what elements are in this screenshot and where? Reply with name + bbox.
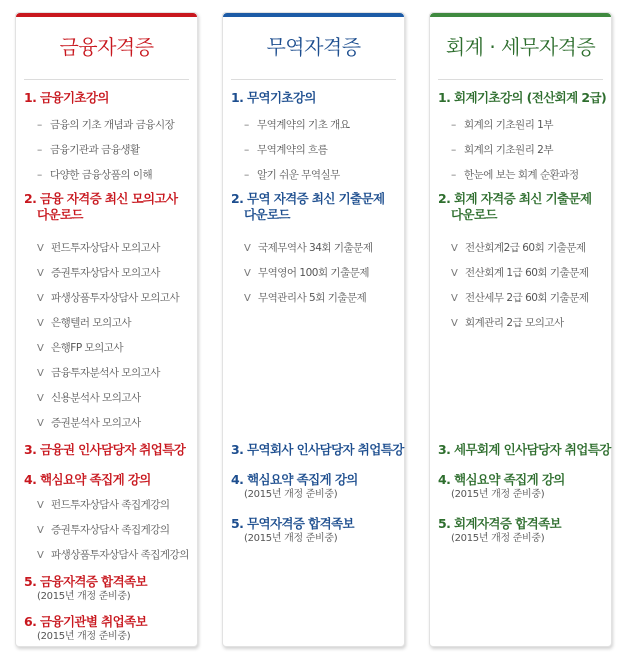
card-top-bar xyxy=(430,13,611,17)
finance-card xyxy=(15,12,198,647)
section-pass-guide[interactable]: 5. 무역자격증 합격족보 (2015년 개정 준비중) xyxy=(231,516,409,545)
list-item[interactable]: – 다양한 금융상품의 이해 xyxy=(37,169,153,181)
dash-icon: – xyxy=(451,144,456,156)
list-item[interactable]: V 파생상품투자상담사 모의고사 xyxy=(37,292,180,304)
check-icon: V xyxy=(37,343,44,354)
note-text: (2015년 개정 준비중) xyxy=(244,533,338,544)
check-icon: V xyxy=(37,268,44,279)
check-icon: V xyxy=(37,393,44,404)
check-icon: V xyxy=(451,243,458,254)
list-item[interactable]: V 회계관리 2급 모의고사 xyxy=(451,317,564,329)
card-title: 금융자격증 xyxy=(59,35,154,59)
list-item[interactable]: – 회계의 기초원리 1부 xyxy=(451,119,553,131)
list-item[interactable]: V 전산회계2급 60회 기출문제 xyxy=(451,242,586,254)
section-past-exam-download[interactable]: 2. 회계 자격증 최신 기출문제 다운로드 xyxy=(438,191,592,222)
check-icon: V xyxy=(37,293,44,304)
section-hr-lecture[interactable]: 3. 세무회계 인사담당자 취업특강 xyxy=(438,442,611,457)
check-icon: V xyxy=(37,318,44,329)
list-item[interactable]: V 무역관리사 5회 기출문제 xyxy=(244,292,367,304)
dash-icon: – xyxy=(451,119,456,131)
check-icon: V xyxy=(451,268,458,279)
dash-icon: – xyxy=(37,119,42,131)
dash-icon: – xyxy=(244,144,249,156)
list-item[interactable]: V 증권투자상담사 족집게강의 xyxy=(37,524,170,536)
list-item[interactable]: V 금융투자분석사 모의고사 xyxy=(37,367,160,379)
list-item[interactable]: V 신용분석사 모의고사 xyxy=(37,392,141,404)
list-item[interactable]: V 전산세무 2급 60회 기출문제 xyxy=(451,292,589,304)
check-icon: V xyxy=(37,243,44,254)
list-item[interactable]: – 금융기관과 금융생활 xyxy=(37,144,140,156)
section-summary-lecture[interactable]: 4. 핵심요약 족집게 강의 (2015년 개정 준비중) xyxy=(231,472,409,501)
list-item[interactable]: V 전산회계 1급 60회 기출문제 xyxy=(451,267,589,279)
section-mock-exam-download[interactable]: 2. 금융 자격증 최신 모의고사 다운로드 xyxy=(24,191,178,222)
note-text: (2015년 개정 준비중) xyxy=(244,489,338,500)
accounting-card xyxy=(429,12,612,647)
note-text: (2015년 개정 준비중) xyxy=(451,533,545,544)
card-top-bar xyxy=(223,13,404,17)
check-icon: V xyxy=(37,550,44,561)
check-icon: V xyxy=(37,525,44,536)
section-basic-lecture[interactable]: 1. 금융기초강의 xyxy=(24,90,109,105)
card-title: 회계 · 세무자격증 xyxy=(445,35,596,59)
check-icon: V xyxy=(451,293,458,304)
divider xyxy=(231,79,396,80)
list-item[interactable]: – 무역계약의 기초 개요 xyxy=(244,119,350,131)
list-item[interactable]: – 한눈에 보는 회계 순환과정 xyxy=(451,169,579,181)
list-item[interactable]: V 무역영어 100회 기출문제 xyxy=(244,267,370,279)
note-text: (2015년 개정 준비중) xyxy=(451,489,545,500)
dash-icon: – xyxy=(244,169,249,181)
list-item[interactable]: V 증권투자상담사 모의고사 xyxy=(37,267,160,279)
divider xyxy=(24,79,189,80)
list-item[interactable]: – 금융의 기초 개념과 금융시장 xyxy=(37,119,175,131)
list-item[interactable]: – 회계의 기초원리 2부 xyxy=(451,144,553,156)
note-text: (2015년 개정 준비중) xyxy=(37,591,131,602)
check-icon: V xyxy=(244,243,251,254)
list-item[interactable]: V 파생상품투자상담사 족집게강의 xyxy=(37,549,189,561)
dash-icon: – xyxy=(244,119,249,131)
check-icon: V xyxy=(37,500,44,511)
section-hr-lecture[interactable]: 3. 무역회사 인사담당자 취업특강 xyxy=(231,442,404,457)
trade-card xyxy=(222,12,405,647)
section-basic-lecture[interactable]: 1. 회계기초강의 (전산회계 2급) xyxy=(438,90,607,105)
divider xyxy=(438,79,603,80)
list-item[interactable]: V 펀드투자상담사 모의고사 xyxy=(37,242,160,254)
list-item[interactable]: V 펀드투자상담사 족집게강의 xyxy=(37,499,170,511)
check-icon: V xyxy=(244,268,251,279)
section-summary-lecture[interactable]: 4. 핵심요약 족집게 강의 (2015년 개정 준비중) xyxy=(438,472,616,501)
list-item[interactable]: – 알기 쉬운 무역실무 xyxy=(244,169,340,181)
list-item[interactable]: V 은행텔러 모의고사 xyxy=(37,317,131,329)
card-top-bar xyxy=(16,13,197,17)
check-icon: V xyxy=(244,293,251,304)
list-item[interactable]: – 무역계약의 흐름 xyxy=(244,144,328,156)
card-title: 무역자격증 xyxy=(266,35,361,59)
section-pass-guide[interactable]: 5. 회계자격증 합격족보 (2015년 개정 준비중) xyxy=(438,516,616,545)
section-basic-lecture[interactable]: 1. 무역기초강의 xyxy=(231,90,316,105)
section-hr-lecture[interactable]: 3. 금융권 인사담당자 취업특강 xyxy=(24,442,186,457)
section-past-exam-download[interactable]: 2. 무역 자격증 최신 기출문제 다운로드 xyxy=(231,191,385,222)
dash-icon: – xyxy=(451,169,456,181)
check-icon: V xyxy=(37,418,44,429)
section-job-guide[interactable]: 6. 금융기관별 취업족보 (2015년 개정 준비중) xyxy=(24,614,202,643)
list-item[interactable]: V 증권분석사 모의고사 xyxy=(37,417,141,429)
check-icon: V xyxy=(451,318,458,329)
dash-icon: – xyxy=(37,169,42,181)
list-item[interactable]: V 국제무역사 34회 기출문제 xyxy=(244,242,373,254)
list-item[interactable]: V 은행FP 모의고사 xyxy=(37,342,124,354)
section-summary-lecture[interactable]: 4. 핵심요약 족집게 강의 xyxy=(24,472,151,487)
check-icon: V xyxy=(37,368,44,379)
note-text: (2015년 개정 준비중) xyxy=(37,631,131,642)
dash-icon: – xyxy=(37,144,42,156)
section-pass-guide[interactable]: 5. 금융자격증 합격족보 (2015년 개정 준비중) xyxy=(24,574,202,603)
